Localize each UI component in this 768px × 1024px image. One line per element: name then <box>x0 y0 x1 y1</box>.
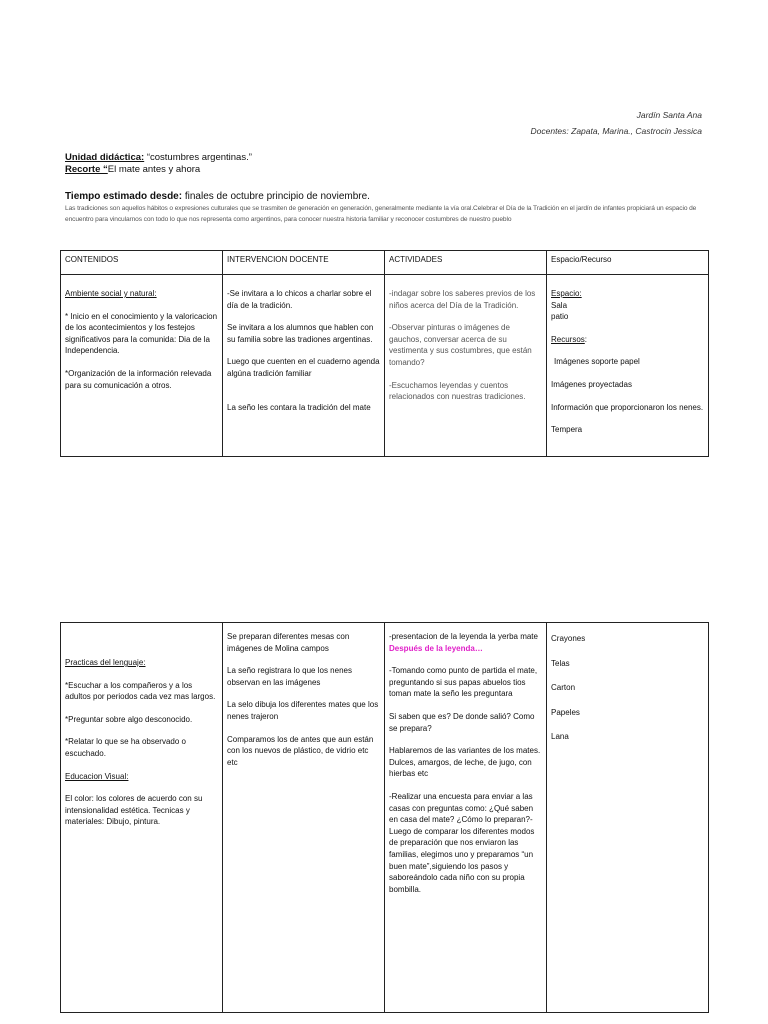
header-intervencion: INTERVENCION DOCENTE <box>223 251 385 275</box>
recursos-colon: : <box>584 334 588 344</box>
intervencion-item: Se invitara a los alumnos que hablen con su familia sobre las tradiones argentinas. <box>227 323 374 344</box>
contenidos-p2: *Organización de la información relevada para su comunicación a otros. <box>65 368 212 390</box>
intervencion-item: -Se invitara a lo chicos a charlar sobre el día de la tradición. <box>227 289 372 310</box>
school-name: Jardín Santa Ana <box>636 110 702 120</box>
actividades-item: -Tomando como punto de partida el mate, preguntando si sus papas abuelos tios toman mate la seño les preguntara <box>389 666 538 699</box>
recurso-item: Telas <box>551 658 570 668</box>
intervencion-cell <box>223 623 385 1013</box>
contenidos-p: *Relatar lo que se ha observado o escuchado. <box>65 737 186 758</box>
contenidos-p1: * Inicio en el conocimiento y la valoricacion de los acontecimientos y los festejos significativos para la comunida: Dia de la Independencia. <box>65 311 218 356</box>
intervencion-item: La seño registrara lo que los nenes observan en las imágenes <box>227 666 352 687</box>
intervencion-item: La seño les contara la tradición del mate <box>227 402 371 412</box>
table-row <box>61 623 709 1013</box>
actividades-cell <box>385 275 547 457</box>
actividades-item: Hablaremos de las variantes de los mates. <box>389 746 541 756</box>
recurso-item: Imágenes soporte papel <box>554 357 640 367</box>
planning-table-1 <box>60 250 709 457</box>
unit-value: “costumbres argentinas.” <box>144 152 252 163</box>
actividades-cell <box>385 623 547 1013</box>
teachers-line: Docentes: Zapata, Marina., Castrocin Jessica <box>530 126 702 136</box>
recurso-item: Papeles <box>551 707 580 717</box>
intervencion-cell <box>223 275 385 457</box>
recurso-item: Lana <box>551 732 569 742</box>
contenidos-p: *Preguntar sobre algo desconocido. <box>65 714 193 724</box>
planning-table-2 <box>60 622 709 1013</box>
tiempo-line <box>65 191 370 202</box>
espacio-item: patio <box>551 312 569 322</box>
table-header-row <box>61 251 709 275</box>
actividades-item: Dulces, amargos, de leche, de jugo, con hierbas etc <box>389 757 532 779</box>
espacio-item: Sala <box>551 300 568 310</box>
intervencion-item: La selo dibuja los diferentes mates que los nenes trajeron <box>227 700 379 721</box>
recurso-item: Información que proporcionaron los nenes. <box>551 402 704 412</box>
intervencion-item: Se preparan diferentes mesas con imágenes de Molina campos <box>227 632 350 653</box>
header-espacio: Espacio/Recurso <box>547 251 709 275</box>
contenidos-cell <box>61 623 223 1013</box>
contenidos-title: Ambiente social y natural: <box>65 289 157 298</box>
contenidos-p: El color: los colores de acuerdo con su intensionalidad estética. Tecnicas y materiales: Dibujo, pintura. <box>65 794 203 827</box>
recurso-item: Crayones <box>551 634 586 643</box>
recursos-cell <box>547 623 709 1013</box>
intervencion-item: Comparamos los de antes que aun están con los nuevos de plástico, de vidrio etc etc <box>227 734 374 767</box>
recurso-item: Tempera <box>551 425 583 435</box>
intervencion-item: Luego que cuenten en el cuaderno agenda algúna tradición familiar <box>227 357 380 378</box>
actividades-item: -presentacion de la leyenda la yerba mate <box>389 632 538 641</box>
espacio-title: Espacio: <box>551 289 582 298</box>
lenguaje-title: Practicas del lenguaje: <box>65 658 146 667</box>
leyenda-highlight: Después de la leyenda… <box>389 643 483 653</box>
recorte-label: Recorte “ <box>65 164 108 175</box>
recursos-title: Recursos <box>551 334 585 344</box>
actividades-item: -Observar pinturas o imágenes de gauchos, conversar acerca de su vestimenta y sus costumbres, que están tomando? <box>389 323 532 367</box>
contenidos-p: *Escuchar a los compañeros y a los adultos por periodos cada vez mas largos. <box>65 680 216 702</box>
recurso-item: Imágenes proyectadas <box>551 379 632 389</box>
visual-title: Educacion Visual: <box>65 771 129 781</box>
header-contenidos: CONTENIDOS <box>61 251 223 275</box>
recorte-line <box>65 164 200 175</box>
table-row <box>61 275 709 457</box>
recorte-value: El mate antes y ahora <box>107 164 201 175</box>
recursos-title-line <box>551 334 704 346</box>
contenidos-cell <box>61 275 223 457</box>
recurso-item: Carton <box>551 683 576 693</box>
unit-label: Unidad didáctica: <box>65 152 145 163</box>
intro-paragraph: Las tradiciones son aquellos hábitos o expresiones culturales que se trasmiten de generación en generación, generalmente mediante la vía oral.Celebrar el Día de la Tradición en el jardín de infantes propiciará un espacio de encuentro para vincularnos con todo lo que nos representa como argentinos, para conocer nuestra historia familiar y reconocer costumbres de nuestro pueblo <box>65 205 697 223</box>
tiempo-label: Tiempo estimado desde: <box>65 191 183 202</box>
tiempo-value: finales de octubre principio de noviembre. <box>182 191 370 202</box>
actividades-item: -Realizar una encuesta para enviar a las casas con preguntas como: ¿Qué saben en casa del mate? ¿Cómo lo preparan?- Luego de comparar los diferentes modos de preparación que nos enviaron las familias, elegimos uno y preparamos “un buen mate”,siguiendo los pasos y saboreándolo cada niño con su propia bombilla. <box>389 791 535 894</box>
header-actividades: ACTIVIDADES <box>385 251 547 275</box>
actividades-item: -Escuchamos leyendas y cuentos relacionados con nuestras tradiciones. <box>389 380 526 402</box>
espacio-cell <box>547 275 709 457</box>
unit-line <box>65 152 252 163</box>
actividades-item: -indagar sobre los saberes previos de los niños acerca del Día de la Tradición. <box>389 289 536 310</box>
actividades-item: Si saben que es? De donde salió? Como se prepara? <box>389 711 535 733</box>
